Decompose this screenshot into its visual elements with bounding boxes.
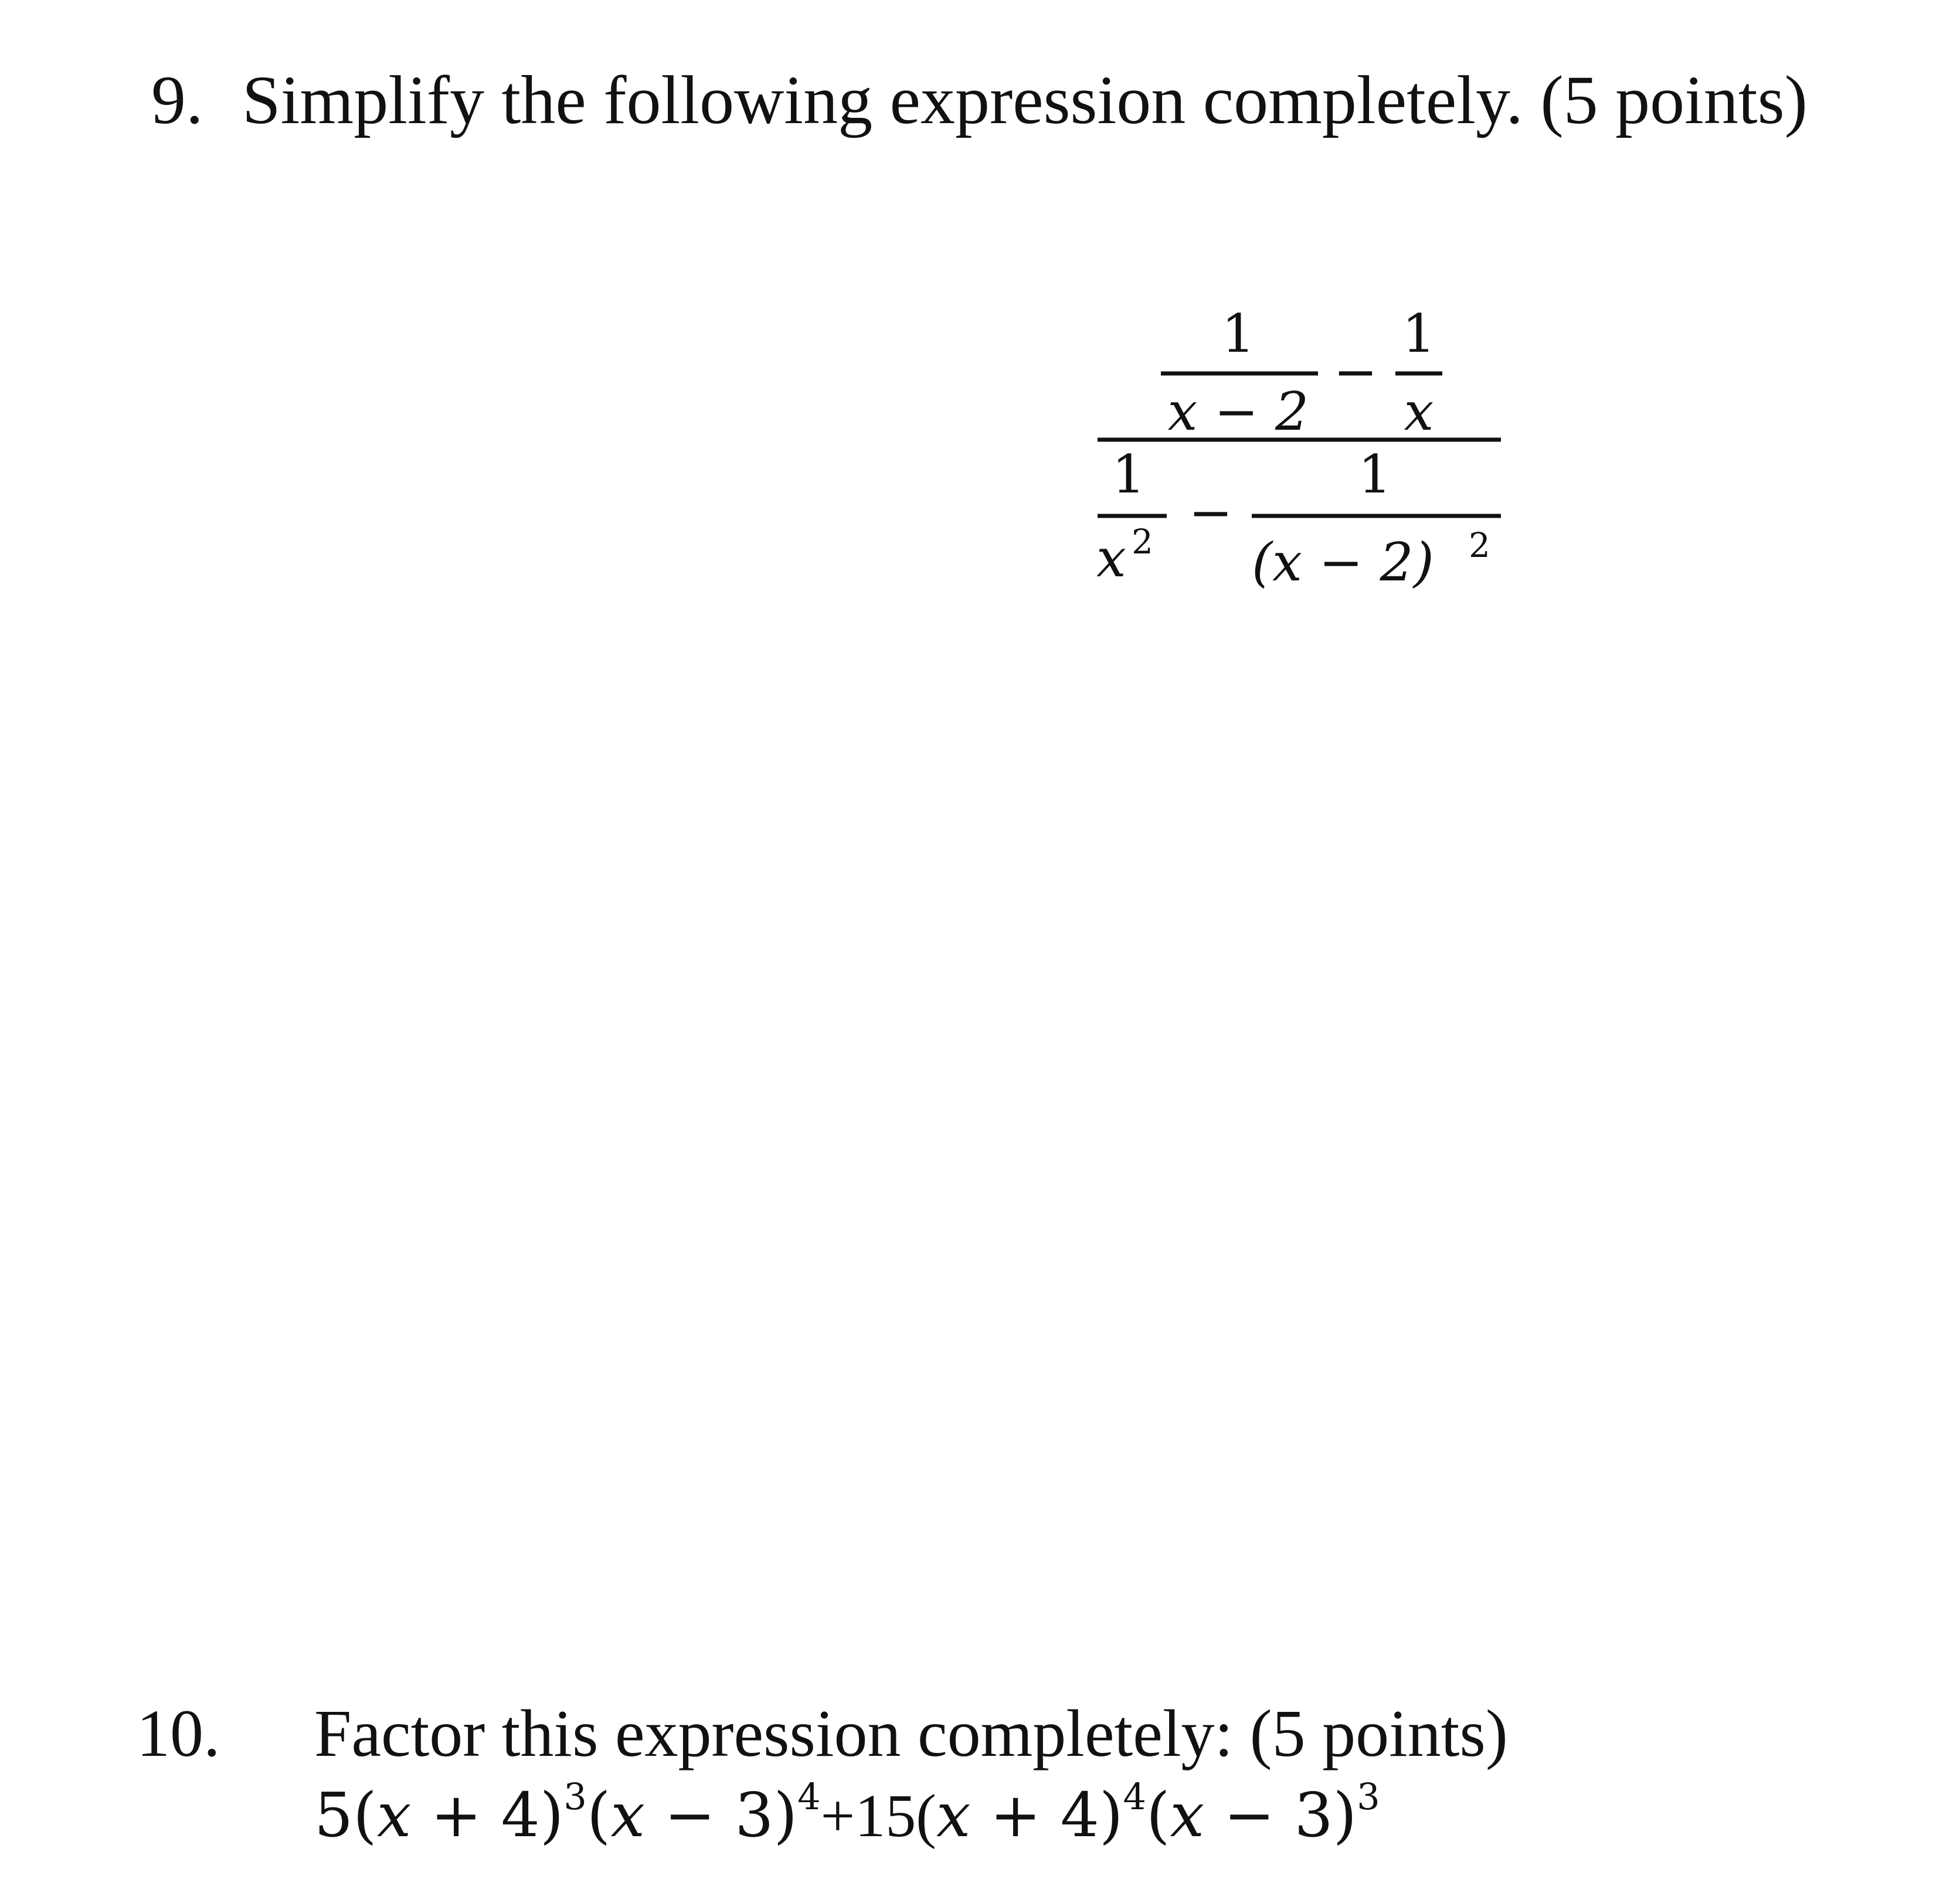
bottom-right-denominator: (x − 2) xyxy=(1252,532,1434,593)
bottom-left-denominator: x xyxy=(1096,528,1126,589)
plus-operator: + xyxy=(820,1782,855,1850)
top-minus-sign: − xyxy=(1333,341,1378,403)
question-10-number: 10. xyxy=(137,1696,220,1771)
question-10-prompt: Factor this expression completely: (5 points) xyxy=(314,1696,1508,1771)
term2-var-a: x xyxy=(936,1779,971,1851)
question-9-prompt: Simplify the following expression completely. (5 points) xyxy=(242,62,1808,138)
bottom-left-numerator: 1 xyxy=(1112,444,1146,505)
top-left-denominator: x − 2 xyxy=(1167,381,1309,443)
term1-coefficient: 5( xyxy=(314,1779,377,1851)
term1-exponent-1: 3 xyxy=(563,1775,587,1818)
top-right-denominator: x xyxy=(1404,381,1434,443)
term2-part-f: − 3) xyxy=(1204,1779,1357,1851)
term1-part-f: − 3) xyxy=(645,1779,798,1851)
question-10-expression xyxy=(314,1775,1380,1851)
bottom-right-numerator: 1 xyxy=(1358,444,1392,505)
term1-var-d: x xyxy=(610,1779,646,1851)
term2-var-d: x xyxy=(1170,1779,1205,1851)
bottom-minus-sign: − xyxy=(1188,482,1233,543)
term1-var-a: x xyxy=(376,1779,412,1851)
term2-coefficient: 15( xyxy=(855,1782,936,1850)
bottom-right-denominator-exponent: 2 xyxy=(1469,525,1490,565)
bottom-left-denominator-exponent: 2 xyxy=(1132,522,1153,562)
top-right-numerator: 1 xyxy=(1402,303,1436,365)
term2-exponent-1: 4 xyxy=(1123,1775,1146,1818)
term2-exponent-2: 3 xyxy=(1357,1775,1380,1818)
term2-open-paren: ( xyxy=(1146,1779,1170,1851)
question-9-number: 9. xyxy=(151,62,203,138)
term1-part-b: + 4) xyxy=(411,1779,564,1851)
top-left-numerator: 1 xyxy=(1221,303,1255,365)
term1-open-paren: ( xyxy=(586,1779,611,1851)
term2-part-b: + 4) xyxy=(970,1779,1123,1851)
term1-exponent-2: 4 xyxy=(797,1775,821,1818)
